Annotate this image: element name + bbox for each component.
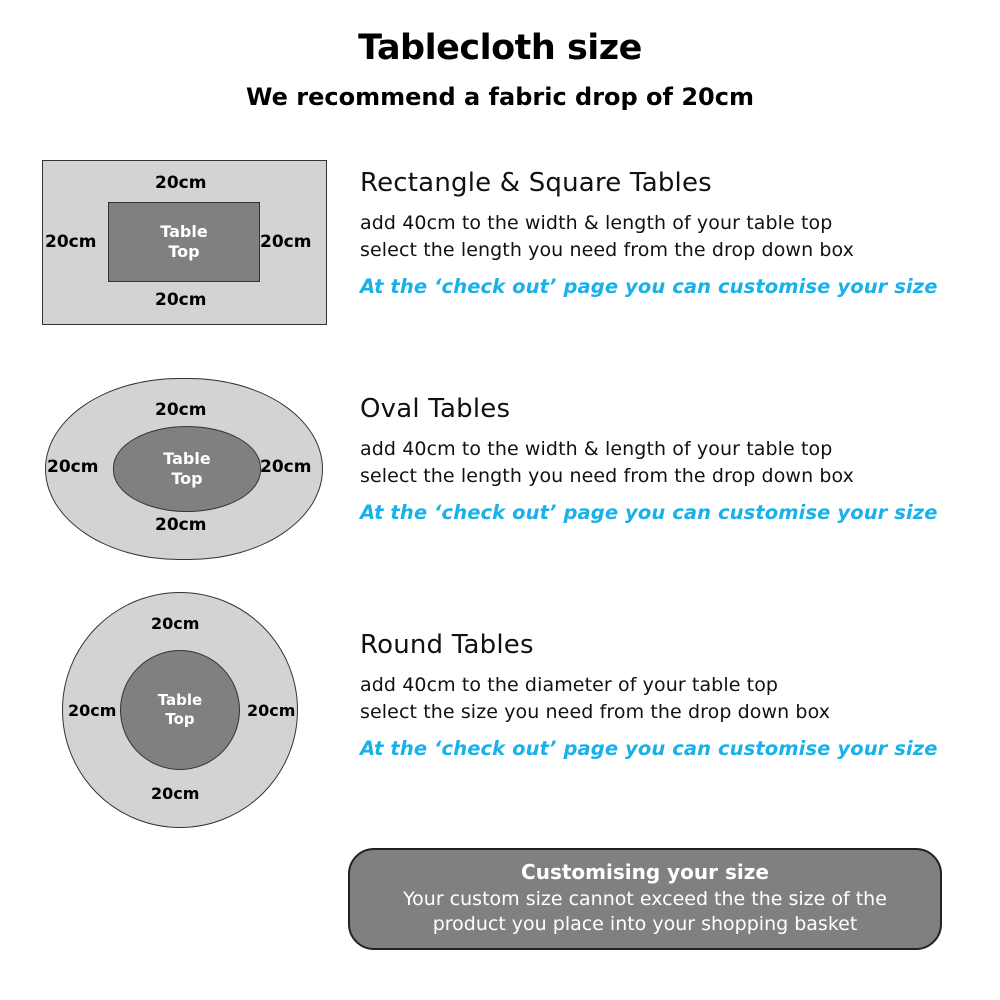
table-top-label-line1: Table (157, 691, 203, 710)
page-subtitle: We recommend a fabric drop of 20cm (246, 83, 754, 111)
rectangle-checkout-note: At the ‘check out’ page you can customise your size (360, 275, 938, 298)
rectangle-table-top (108, 202, 260, 282)
callout-body-line-1: Your custom size cannot exceed the the size of the (403, 888, 887, 910)
oval-drop-right: 20cm (260, 457, 312, 477)
oval-heading: Oval Tables (360, 394, 511, 424)
oval-diagram (45, 378, 323, 560)
callout-body-line-2: product you place into your shopping basket (432, 913, 858, 936)
rectangle-heading: Rectangle & Square Tables (360, 168, 712, 198)
round-drop-top: 20cm (151, 614, 200, 633)
rectangle-drop-bottom: 20cm (155, 290, 207, 310)
round-drop-right: 20cm (247, 701, 296, 720)
rectangle-drop-left: 20cm (45, 232, 97, 252)
round-line-1: add 40cm to the diameter of your table top (360, 674, 779, 696)
round-diagram (62, 592, 298, 828)
rectangle-text-block (360, 168, 980, 298)
callout-title: Customising your size (521, 860, 769, 884)
round-table-top (120, 650, 240, 770)
oval-drop-bottom: 20cm (155, 515, 207, 535)
oval-checkout-note: At the ‘check out’ page you can customise your size (360, 501, 938, 524)
oval-text-block (360, 394, 980, 524)
page-title: Tablecloth size (358, 28, 642, 68)
round-checkout-note: At the ‘check out’ page you can customise your size (360, 737, 938, 760)
table-top-label-line1: Table (163, 449, 211, 468)
round-text-block (360, 630, 980, 760)
rectangle-drop-right: 20cm (260, 232, 312, 252)
rectangle-line-2: select the length you need from the drop down box (360, 239, 854, 261)
round-drop-left: 20cm (68, 701, 117, 720)
table-top-label-line2: Top (168, 242, 200, 261)
table-top-label-line1: Table (160, 222, 208, 241)
customising-callout (348, 848, 942, 950)
rectangle-diagram (42, 160, 327, 325)
oval-drop-top: 20cm (155, 400, 207, 420)
oval-line-2: select the length you need from the drop down box (360, 465, 854, 487)
rectangle-line-1: add 40cm to the width & length of your table top (360, 212, 833, 234)
round-drop-bottom: 20cm (151, 784, 200, 803)
oval-line-1: add 40cm to the width & length of your table top (360, 438, 833, 460)
round-line-2: select the size you need from the drop down box (360, 701, 831, 723)
table-top-label-line2: Top (165, 710, 195, 728)
oval-drop-left: 20cm (47, 457, 99, 477)
table-top-label-line2: Top (171, 469, 203, 488)
oval-table-top (113, 426, 261, 512)
round-heading: Round Tables (360, 630, 534, 660)
rectangle-drop-top: 20cm (155, 173, 207, 193)
